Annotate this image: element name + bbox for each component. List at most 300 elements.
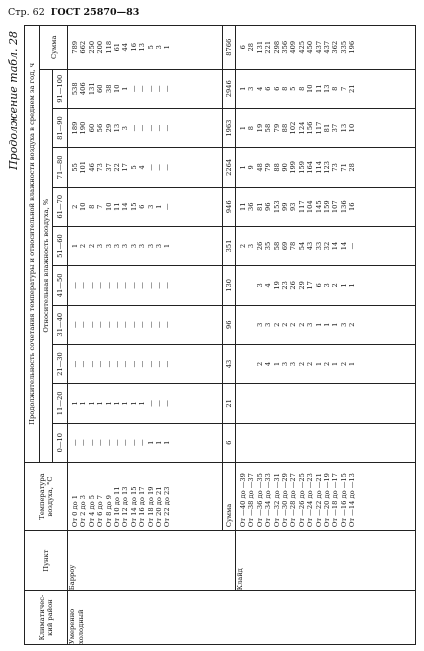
cell-value	[256, 384, 264, 422]
cell-value: 88	[281, 123, 290, 133]
cell-value: 93	[289, 202, 298, 211]
cell-value: 1	[138, 401, 147, 406]
cell-value: —	[154, 282, 163, 289]
cell-value: От —22 до —21	[314, 473, 323, 528]
cell-value: —	[154, 321, 163, 329]
cell-value	[239, 384, 247, 422]
cell-value: —	[112, 321, 121, 329]
cell-value: 10	[348, 123, 357, 133]
table-body	[68, 26, 416, 645]
cell-value: —	[104, 321, 113, 329]
cell-value: 1	[129, 401, 138, 406]
cell-value: —	[138, 124, 147, 132]
range-col-clyde-5-stack	[236, 227, 356, 265]
cell-value: От 0 до 1	[71, 494, 79, 528]
cell-value	[340, 424, 348, 462]
cell-value	[247, 424, 255, 462]
cell-value: 101	[79, 161, 88, 174]
cell-value: 1	[314, 361, 323, 367]
range-col-clyde-0	[236, 423, 416, 462]
cell-value: 1	[348, 361, 357, 367]
cell-value: 4	[138, 165, 147, 170]
cell-value: 2	[289, 322, 298, 327]
range-col-barrow-0-stack	[68, 424, 172, 462]
cell-value: —	[163, 124, 172, 132]
cell-value: 35	[264, 241, 273, 251]
cell-value: 54	[297, 241, 306, 251]
cell-value: 156	[306, 121, 315, 135]
cell-value: 114	[314, 161, 323, 174]
rotated-content	[6, 25, 418, 645]
range-col-barrow-1-stack	[68, 384, 172, 422]
cell-value	[331, 424, 339, 462]
cell-value: 2	[87, 243, 96, 249]
cell-value: 1	[112, 401, 121, 406]
cell-value: 8	[87, 204, 96, 209]
cell-value: От —30 до —29	[281, 473, 290, 528]
cell-value: 1	[163, 243, 172, 249]
cell-value: 3	[255, 283, 264, 288]
cell-value: 10	[112, 84, 121, 93]
cell-value: 131	[255, 40, 264, 54]
cell-value: —	[96, 439, 105, 447]
range-col-barrow-7	[68, 148, 223, 187]
range-col-clyde-0-stack	[236, 424, 356, 462]
cell-value: 13	[112, 123, 121, 133]
cell-value: 81	[255, 202, 264, 211]
cell-value	[239, 424, 247, 462]
cell-value: 250	[87, 40, 96, 54]
range-col-barrow-1	[68, 384, 223, 423]
cell-value: 1	[163, 45, 172, 50]
cell-value: —	[138, 321, 147, 329]
cell-value: 96	[264, 202, 273, 211]
cell-value: —	[104, 439, 113, 447]
cell-value: От 8 до 9	[104, 494, 113, 528]
cell-value: —	[163, 164, 172, 171]
header-range-5: 51—60	[53, 226, 68, 265]
cell-value: 46	[87, 163, 96, 172]
cell-value: 1	[71, 243, 79, 249]
cell-value: 2	[71, 204, 79, 209]
cell-value: 79	[264, 163, 273, 172]
cell-value	[289, 384, 297, 422]
cell-value: —	[96, 360, 105, 368]
sum-value: 6	[223, 423, 236, 462]
table-caption	[6, 25, 22, 645]
cell-value: 14	[121, 202, 130, 211]
cell-value: 1	[239, 125, 248, 131]
cell-value: 23	[281, 281, 290, 290]
header-region: Климатичес-кий район	[25, 591, 68, 645]
cell-value: 159	[322, 200, 331, 214]
range-col-barrow-4-stack	[68, 266, 172, 304]
cell-value: От —28 до —27	[289, 473, 298, 528]
cell-value: —	[71, 282, 79, 289]
temp-cell-clyde-stack	[236, 463, 356, 530]
cell-value: —	[163, 282, 172, 289]
cell-value	[239, 306, 247, 344]
cell-value: 3	[247, 86, 256, 91]
cell-value: 3	[255, 322, 264, 327]
region-name: Умеренно холодный	[68, 608, 85, 644]
cell-value: 99	[281, 202, 290, 211]
cell-value: 118	[104, 40, 113, 54]
cell-value: —	[112, 439, 121, 447]
cell-value	[306, 424, 314, 462]
sum-value: 21	[223, 384, 236, 423]
cell-value: 3	[104, 243, 113, 249]
cell-value: 10	[306, 84, 315, 93]
cell-value: 3	[138, 243, 147, 249]
cell-value: 199	[289, 161, 298, 174]
total-col-clyde	[236, 26, 416, 70]
cell-value: 26	[255, 241, 264, 251]
cell-value: 5	[146, 45, 155, 50]
cell-value: 21	[348, 84, 357, 93]
header-subgroup: Относительная влажность воздуха, %	[40, 69, 53, 462]
cell-value: От 18 до 19	[146, 486, 155, 528]
sum-value: 946	[223, 187, 236, 226]
sum-value: 2946	[223, 69, 236, 108]
cell-value: От 12 до 13	[121, 486, 130, 528]
cell-value: 5	[129, 165, 138, 170]
cell-value: 4	[255, 86, 264, 91]
sum-value: 8766	[223, 26, 236, 70]
cell-value: 3	[121, 243, 130, 249]
cell-value	[264, 384, 272, 422]
sum-value: 43	[223, 344, 236, 383]
cell-value: От 16 до 17	[138, 486, 147, 528]
cell-value: 104	[306, 200, 315, 214]
cell-value: —	[163, 203, 172, 211]
cell-value	[348, 384, 356, 422]
cell-value: —	[348, 242, 357, 250]
cell-value: 3	[339, 322, 348, 327]
cell-value: От —36 до —35	[255, 473, 264, 528]
range-col-barrow-2-stack	[68, 345, 172, 383]
cell-value: 16	[129, 43, 138, 52]
range-col-clyde-3	[236, 305, 416, 344]
cell-value: —	[104, 360, 113, 368]
cell-value: 2	[272, 322, 281, 327]
cell-value	[348, 424, 356, 462]
cell-value	[273, 424, 281, 462]
region-cell	[68, 591, 416, 645]
sum-value: 130	[223, 266, 236, 305]
cell-value: —	[129, 282, 138, 289]
header-range-3: 31—40	[53, 305, 68, 344]
cell-value: 789	[71, 40, 79, 54]
cell-value: —	[163, 400, 172, 407]
cell-value	[239, 345, 247, 383]
header-range-4: 41—50	[53, 266, 68, 305]
cell-value: 437	[322, 40, 331, 54]
cell-value: 1	[163, 440, 172, 445]
cell-value	[306, 384, 314, 422]
cell-value: 2	[306, 361, 315, 367]
cell-value: 1	[87, 401, 96, 406]
cell-value: 14	[331, 241, 340, 251]
cell-value: —	[112, 360, 121, 368]
range-col-clyde-1-stack	[236, 384, 356, 422]
cell-value: 3	[146, 243, 155, 249]
cell-value: 1	[239, 165, 248, 170]
block-row-barrow	[68, 26, 223, 645]
cell-value: 200	[96, 40, 105, 54]
cell-value: 136	[339, 200, 348, 214]
cell-value: От —40 до —39	[239, 473, 248, 528]
cell-value: 37	[104, 163, 113, 172]
cell-value: 123	[322, 161, 331, 174]
cell-value: 79	[272, 123, 281, 133]
header-station: Пункт	[25, 531, 68, 591]
cell-value: 102	[289, 121, 298, 135]
range-col-clyde-1	[236, 384, 416, 423]
cell-value: 60	[87, 123, 96, 133]
cell-value: 2	[281, 322, 290, 327]
cell-value: 69	[281, 241, 290, 251]
range-col-barrow-5-stack	[68, 227, 172, 265]
cell-value: —	[154, 164, 163, 171]
cell-value: 1	[71, 401, 79, 406]
cell-value: 22	[112, 163, 121, 172]
cell-value: —	[87, 321, 96, 329]
cell-value: 3	[264, 322, 273, 327]
cell-value: 124	[297, 121, 306, 135]
temp-cell-barrow-stack	[68, 463, 172, 530]
cell-value: 298	[272, 40, 281, 54]
cell-value: 1	[331, 361, 340, 367]
cell-value: 2	[255, 361, 264, 367]
temp-cell-barrow	[68, 462, 223, 530]
cell-value: —	[138, 85, 147, 93]
cell-value: 7	[339, 86, 348, 91]
cell-value: 60	[96, 84, 105, 93]
cell-value: 13	[322, 84, 331, 93]
range-col-clyde-3-stack	[236, 306, 356, 344]
cell-value: 58	[264, 123, 273, 133]
range-col-clyde-9	[236, 69, 416, 108]
range-col-barrow-3	[68, 305, 223, 344]
cell-value: 3	[96, 243, 105, 249]
cell-value: 221	[264, 40, 273, 54]
cell-value: 11	[314, 84, 323, 93]
header-temperature: Температура воздуха, °С	[25, 462, 68, 530]
cell-value	[247, 266, 255, 304]
cell-value: От —38 до —37	[247, 473, 256, 528]
cell-value: От 22 до 23	[163, 486, 172, 528]
cell-value: От —34 до —33	[264, 473, 273, 528]
cell-value: —	[71, 321, 79, 329]
range-col-clyde-2-stack	[236, 345, 356, 383]
cell-value: 1	[339, 283, 348, 288]
range-col-barrow-2	[68, 344, 223, 383]
cell-value: 1	[322, 322, 331, 327]
cell-value: 164	[306, 161, 315, 174]
cell-value: 409	[289, 40, 298, 54]
cell-value: —	[138, 360, 147, 368]
cell-value	[315, 424, 323, 462]
cell-value: —	[79, 282, 88, 289]
cell-value: 17	[121, 163, 130, 172]
cell-value: От 14 до 15	[129, 486, 138, 528]
cell-value: 131	[87, 82, 96, 96]
cell-value: 43	[306, 241, 315, 251]
range-col-clyde-7-stack	[236, 148, 356, 186]
cell-value: —	[129, 124, 138, 132]
cell-value: 15	[129, 202, 138, 211]
header-range-9: 91—100	[53, 69, 68, 108]
range-col-clyde-4	[236, 266, 416, 305]
cell-value: От —26 до —25	[297, 473, 306, 528]
cell-value: 6	[239, 45, 248, 50]
cell-value: От 20 до 21	[154, 486, 163, 528]
cell-value: 28	[348, 163, 357, 172]
cell-value: —	[129, 439, 138, 447]
cell-value: 81	[322, 123, 331, 133]
cell-value: 10	[104, 202, 113, 211]
range-col-barrow-5	[68, 226, 223, 265]
cell-value: 7	[96, 204, 105, 209]
cell-value: 145	[314, 200, 323, 214]
cell-value: 1	[272, 361, 281, 367]
cell-value: 6	[314, 283, 323, 288]
cell-value: 36	[247, 202, 256, 211]
cell-value: —	[146, 321, 155, 329]
cell-value: —	[121, 321, 130, 329]
range-col-clyde-2	[236, 344, 416, 383]
cell-value: —	[96, 282, 105, 289]
cell-value: 11	[112, 202, 121, 211]
cell-value: —	[112, 282, 121, 289]
cell-value: 190	[79, 121, 88, 135]
cell-value: —	[146, 360, 155, 368]
cell-value: От —14 до —13	[348, 473, 357, 528]
cell-value: 13	[138, 43, 147, 52]
range-col-barrow-9	[68, 69, 223, 108]
cell-value	[298, 424, 306, 462]
cell-value: 3	[146, 204, 155, 209]
cell-value: —	[121, 439, 130, 447]
cell-value	[281, 384, 289, 422]
cell-value: 1	[314, 322, 323, 327]
cell-value: —	[146, 282, 155, 289]
cell-value: —	[138, 282, 147, 289]
cell-value: 3	[129, 243, 138, 249]
cell-value: 71	[339, 163, 348, 172]
cell-value	[323, 384, 331, 422]
cell-value: 26	[289, 281, 298, 290]
cell-value	[256, 424, 264, 462]
cell-value: 1	[154, 440, 163, 445]
cell-value: —	[87, 439, 96, 447]
cell-value: —	[87, 282, 96, 289]
cell-value: 3	[289, 361, 298, 367]
sum-value: 2264	[223, 148, 236, 187]
header-group: Продолжительность сочетания температуры и относительной влажности воздуха в среднем за год, ч	[25, 26, 40, 463]
cell-value: 19	[255, 123, 264, 133]
cell-value: 32	[322, 241, 331, 251]
station-name: Клайд	[236, 568, 245, 591]
caption-text: Продолжение табл. 28	[7, 31, 20, 170]
cell-value	[247, 384, 255, 422]
block-row-clyde	[236, 26, 416, 645]
cell-value: 44	[121, 43, 130, 52]
cell-value: 153	[272, 200, 281, 214]
cell-value: 33	[314, 241, 323, 251]
cell-value: —	[79, 360, 88, 368]
cell-value	[315, 384, 323, 422]
cell-value: 8	[297, 86, 306, 91]
station-cell-barrow	[68, 531, 236, 591]
range-col-barrow-6-stack	[68, 188, 172, 226]
cell-value: 16	[348, 202, 357, 211]
cell-value: —	[163, 360, 172, 368]
cell-value: —	[154, 124, 163, 132]
cell-value: 1	[154, 204, 163, 209]
cell-value: 117	[314, 121, 323, 135]
range-col-barrow-6	[68, 187, 223, 226]
cell-value: —	[104, 282, 113, 289]
cell-value: 5	[289, 86, 298, 91]
range-col-barrow-0	[68, 423, 223, 462]
header-range-7: 71—80	[53, 148, 68, 187]
cell-value: От —18 до —17	[331, 473, 340, 528]
sum-label: Сумма	[223, 462, 236, 530]
range-col-clyde-6-stack	[236, 188, 356, 226]
cell-value: —	[129, 360, 138, 368]
cell-value: 538	[71, 82, 79, 96]
cell-value: 3	[121, 125, 130, 131]
range-col-clyde-4-stack	[236, 266, 356, 304]
cell-value: 159	[297, 161, 306, 174]
cell-value: 9	[247, 165, 256, 170]
cell-value: От —24 до —23	[306, 473, 315, 528]
cell-value: 3	[247, 243, 256, 249]
cell-value: 4	[264, 361, 273, 367]
cell-value: —	[96, 321, 105, 329]
cell-value	[247, 345, 255, 383]
cell-value: 4	[264, 283, 273, 288]
cell-value: От 10 до 11	[112, 486, 121, 528]
cell-value	[264, 424, 272, 462]
cell-value: 48	[255, 163, 264, 172]
header-range-1: 11—20	[53, 384, 68, 423]
cell-value: 2	[297, 361, 306, 367]
cell-value: От —32 до —31	[272, 473, 281, 528]
sum-value: 96	[223, 305, 236, 344]
cell-value: 2	[348, 322, 357, 327]
cell-value: 58	[272, 241, 281, 251]
cell-value: 3	[112, 243, 121, 249]
cell-value: 450	[306, 40, 315, 54]
header-range-6: 61—70	[53, 187, 68, 226]
cell-value: 3	[154, 243, 163, 249]
header-total: Сумма	[40, 26, 68, 70]
cell-value: 335	[339, 40, 348, 54]
range-col-barrow-7-stack	[68, 148, 172, 186]
range-col-clyde-9-stack	[236, 70, 356, 108]
cell-value	[298, 384, 306, 422]
cell-value: —	[163, 85, 172, 93]
cell-value	[281, 424, 289, 462]
range-col-barrow-9-stack	[68, 70, 172, 108]
cell-value: —	[138, 439, 147, 447]
cell-value: 107	[331, 200, 340, 214]
cell-value: 8	[331, 86, 340, 91]
cell-value: 1	[121, 86, 130, 91]
